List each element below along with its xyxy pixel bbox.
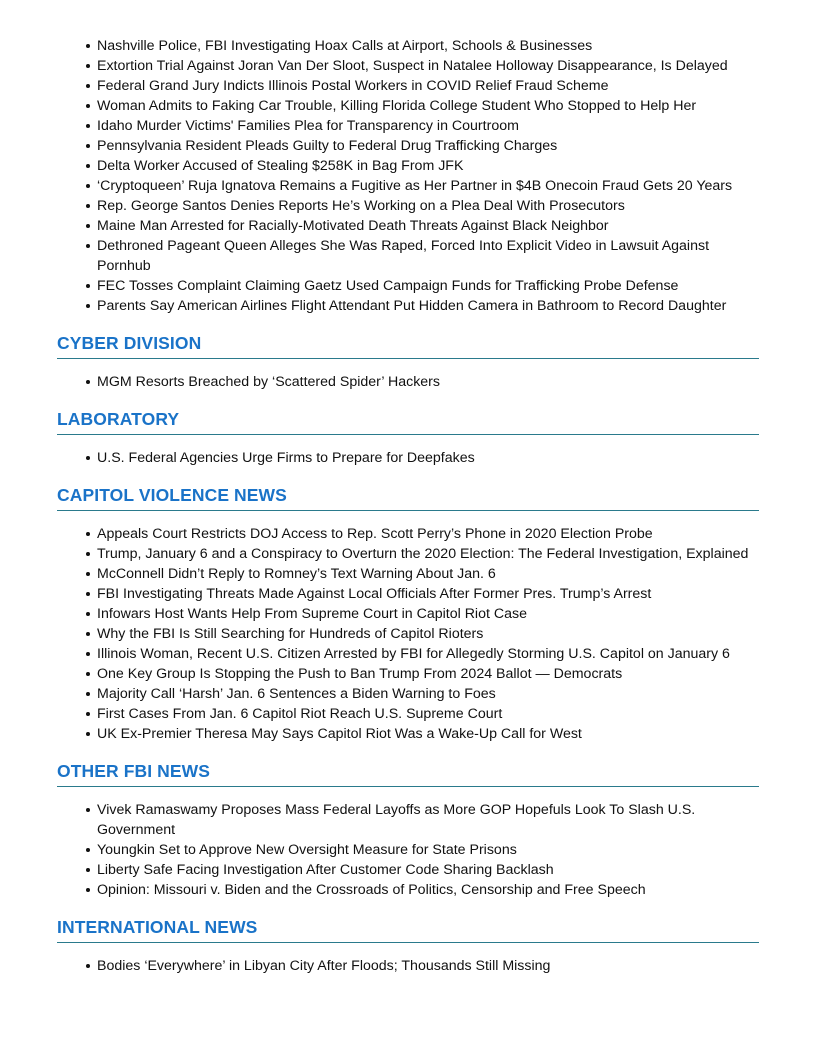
list-item[interactable]: Majority Call ‘Harsh’ Jan. 6 Sentences a Biden Warning to Foes — [97, 684, 759, 704]
list-item[interactable]: Youngkin Set to Approve New Oversight Measure for State Prisons — [97, 840, 759, 860]
section-list — [57, 800, 759, 900]
list-item[interactable]: Nashville Police, FBI Investigating Hoax Calls at Airport, Schools & Businesses — [97, 36, 759, 56]
section-list — [57, 956, 759, 976]
list-item[interactable]: Dethroned Pageant Queen Alleges She Was Raped, Forced Into Explicit Video in Lawsuit Against Pornhub — [97, 236, 759, 276]
section-heading: INTERNATIONAL NEWS — [57, 916, 759, 943]
list-item[interactable]: UK Ex-Premier Theresa May Says Capitol Riot Was a Wake-Up Call for West — [97, 724, 759, 744]
section-heading: CYBER DIVISION — [57, 332, 759, 359]
list-item[interactable]: Delta Worker Accused of Stealing $258K in Bag From JFK — [97, 156, 759, 176]
section-cyber-division — [57, 332, 759, 392]
list-item[interactable]: Why the FBI Is Still Searching for Hundreds of Capitol Rioters — [97, 624, 759, 644]
list-item[interactable]: Idaho Murder Victims' Families Plea for Transparency in Courtroom — [97, 116, 759, 136]
list-item[interactable]: Illinois Woman, Recent U.S. Citizen Arrested by FBI for Allegedly Storming U.S. Capitol on January 6 — [97, 644, 759, 664]
list-item[interactable]: Vivek Ramaswamy Proposes Mass Federal Layoffs as More GOP Hopefuls Look To Slash U.S. Government — [97, 800, 759, 840]
section-capitol-violence-news — [57, 484, 759, 744]
section-other-fbi-news — [57, 760, 759, 900]
list-item[interactable]: Bodies ‘Everywhere’ in Libyan City After Floods; Thousands Still Missing — [97, 956, 759, 976]
section-list — [57, 524, 759, 744]
section-heading: CAPITOL VIOLENCE NEWS — [57, 484, 759, 511]
section-list — [57, 372, 759, 392]
top-news-list — [57, 36, 759, 316]
list-item[interactable]: Liberty Safe Facing Investigation After Customer Code Sharing Backlash — [97, 860, 759, 880]
list-item[interactable]: Parents Say American Airlines Flight Attendant Put Hidden Camera in Bathroom to Record Daughter — [97, 296, 759, 316]
list-item[interactable]: Maine Man Arrested for Racially-Motivated Death Threats Against Black Neighbor — [97, 216, 759, 236]
list-item[interactable]: Federal Grand Jury Indicts Illinois Postal Workers in COVID Relief Fraud Scheme — [97, 76, 759, 96]
list-item[interactable]: FBI Investigating Threats Made Against Local Officials After Former Pres. Trump’s Arrest — [97, 584, 759, 604]
list-item[interactable]: Infowars Host Wants Help From Supreme Court in Capitol Riot Case — [97, 604, 759, 624]
list-item[interactable]: Trump, January 6 and a Conspiracy to Overturn the 2020 Election: The Federal Investigation, Explained — [97, 544, 759, 564]
list-item[interactable]: First Cases From Jan. 6 Capitol Riot Reach U.S. Supreme Court — [97, 704, 759, 724]
list-item[interactable]: ‘Cryptoqueen’ Ruja Ignatova Remains a Fugitive as Her Partner in $4B Onecoin Fraud Gets 20 Years — [97, 176, 759, 196]
section-laboratory — [57, 408, 759, 468]
section-heading: OTHER FBI NEWS — [57, 760, 759, 787]
list-item[interactable]: Opinion: Missouri v. Biden and the Crossroads of Politics, Censorship and Free Speech — [97, 880, 759, 900]
list-item[interactable]: Appeals Court Restricts DOJ Access to Rep. Scott Perry’s Phone in 2020 Election Probe — [97, 524, 759, 544]
list-item[interactable]: Rep. George Santos Denies Reports He’s Working on a Plea Deal With Prosecutors — [97, 196, 759, 216]
section-heading: LABORATORY — [57, 408, 759, 435]
list-item[interactable]: MGM Resorts Breached by ‘Scattered Spider’ Hackers — [97, 372, 759, 392]
section-list — [57, 448, 759, 468]
list-item[interactable]: FEC Tosses Complaint Claiming Gaetz Used Campaign Funds for Trafficking Probe Defense — [97, 276, 759, 296]
list-item[interactable]: Extortion Trial Against Joran Van Der Sloot, Suspect in Natalee Holloway Disappearance, Is Delayed — [97, 56, 759, 76]
list-item[interactable]: U.S. Federal Agencies Urge Firms to Prepare for Deepfakes — [97, 448, 759, 468]
list-item[interactable]: One Key Group Is Stopping the Push to Ban Trump From 2024 Ballot — Democrats — [97, 664, 759, 684]
list-item[interactable]: Woman Admits to Faking Car Trouble, Killing Florida College Student Who Stopped to Help Her — [97, 96, 759, 116]
list-item[interactable]: Pennsylvania Resident Pleads Guilty to Federal Drug Trafficking Charges — [97, 136, 759, 156]
section-international-news — [57, 916, 759, 976]
list-item[interactable]: McConnell Didn’t Reply to Romney’s Text Warning About Jan. 6 — [97, 564, 759, 584]
